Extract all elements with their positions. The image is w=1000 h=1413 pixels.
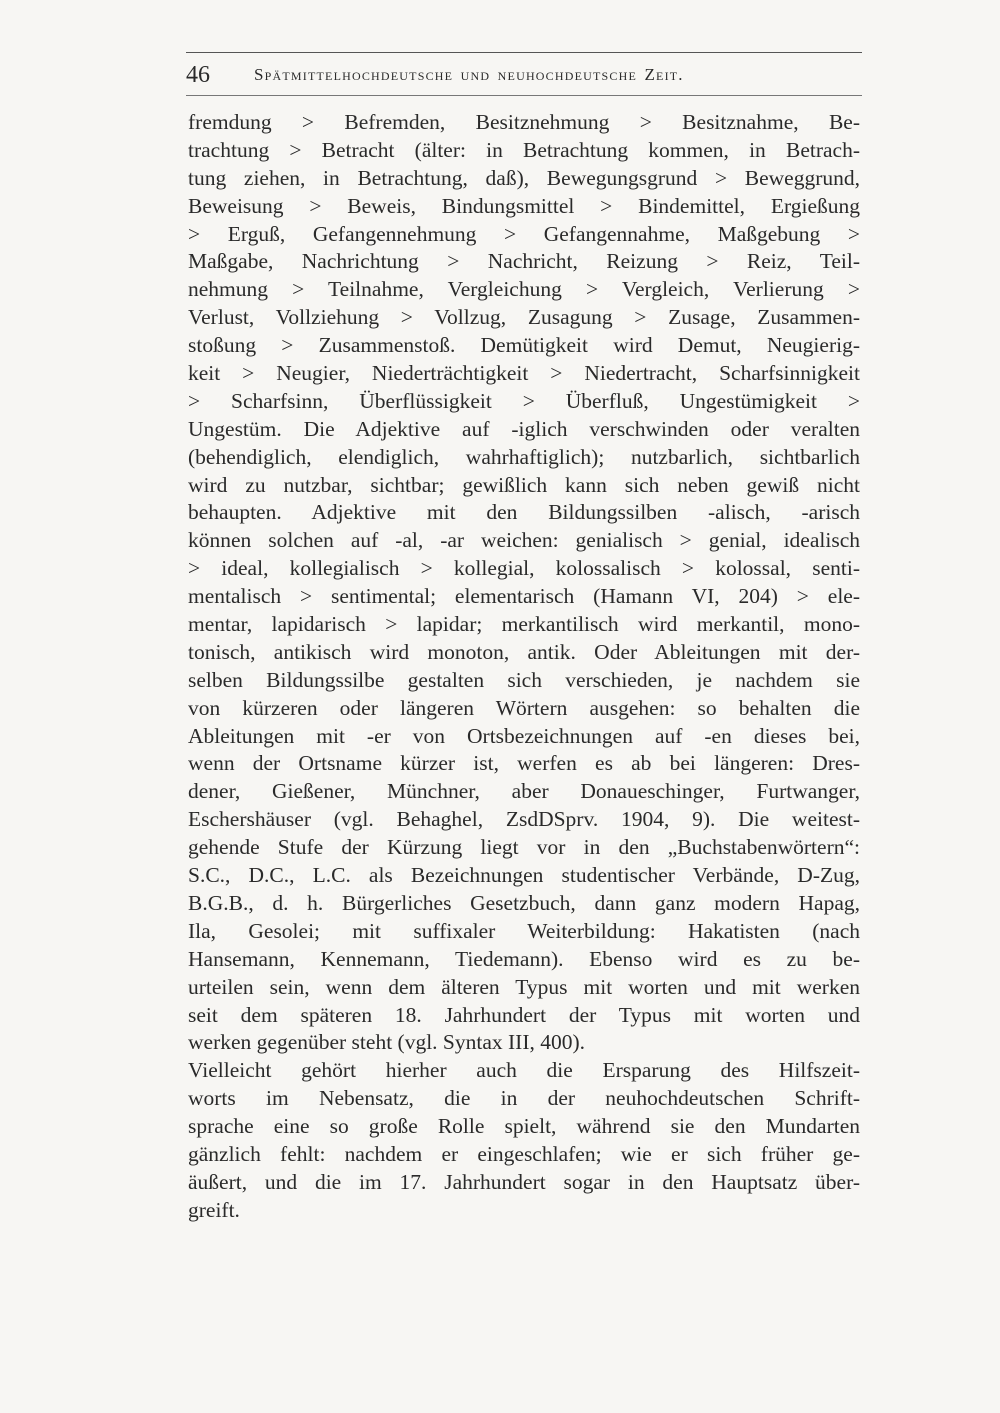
text-line: tonisch, antikisch wird monoton, antik. Oder Ableitungen mit der- <box>188 639 860 664</box>
text-line: (behendiglich, elendiglich, wahrhaftiglich); nutzbarlich, sichtbarlich <box>188 444 860 469</box>
page-number: 46 <box>186 62 210 88</box>
text-line: worts im Nebensatz, die in der neuhochdeutschen Schrift- <box>188 1086 860 1111</box>
text-line: mentalisch > sentimental; elementarisch (Hamann VI, 204) > ele- <box>188 584 860 609</box>
text-line: Hansemann, Kennemann, Tiedemann). Ebenso wird es zu be- <box>188 946 860 971</box>
text-line: gänzlich fehlt: nachdem er eingeschlafen; wie er sich früher ge- <box>188 1141 860 1166</box>
text-line: Verlust, Vollziehung > Vollzug, Zusagung > Zusage, Zusammen- <box>188 305 860 330</box>
text-line: Beweisung > Beweis, Bindungsmittel > Bindemittel, Ergießung <box>188 193 860 218</box>
running-title: Spätmittelhochdeutsche und neuhochdeutsche Zeit. <box>254 65 684 84</box>
text-line: trachtung > Betracht (älter: in Betrachtung kommen, in Betrach- <box>188 137 860 162</box>
text-line: dener, Gießener, Münchner, aber Donaueschinger, Furtwanger, <box>188 779 860 804</box>
text-line: Maßgabe, Nachrichtung > Nachricht, Reizung > Reiz, Teil- <box>188 249 860 274</box>
text-line: Ila, Gesolei; mit suffixaler Weiterbildung: Hakatisten (nach <box>188 918 860 943</box>
text-line: B.G.B., d. h. Bürgerliches Gesetzbuch, dann ganz modern Hapag, <box>188 890 860 915</box>
text-line: nehmung > Teilnahme, Vergleichung > Vergleich, Verlierung > <box>188 277 860 302</box>
text-line: Ungestüm. Die Adjektive auf -iglich verschwinden oder veralten <box>188 416 860 441</box>
text-line: > Erguß, Gefangennehmung > Gefangennahme, Maßgebung > <box>188 221 860 246</box>
text-line: wenn der Ortsname kürzer ist, werfen es ab bei längeren: Dres- <box>188 751 860 776</box>
text-line: äußert, und die im 17. Jahrhundert sogar in den Hauptsatz über- <box>188 1169 860 1194</box>
text-line: mentar, lapidarisch > lapidar; merkantilisch wird merkantil, mono- <box>188 612 860 637</box>
text-line: sprache eine so große Rolle spielt, während sie den Mundarten <box>188 1114 860 1139</box>
text-line: von kürzeren oder längeren Wörtern ausgehen: so behalten die <box>188 695 860 720</box>
text-line: wird zu nutzbar, sichtbar; gewißlich kann sich neben gewiß nicht <box>188 472 860 497</box>
text-line: greift. <box>188 1197 240 1222</box>
text-line: behaupten. Adjektive mit den Bildungssilben -alisch, -arisch <box>188 500 860 525</box>
top-rule <box>186 52 862 53</box>
text-line: Ableitungen mit -er von Ortsbezeichnungen auf -en dieses bei, <box>188 723 860 748</box>
text-line: urteilen sein, wenn dem älteren Typus mit worten und mit werken <box>188 974 860 999</box>
text-line: können solchen auf -al, -ar weichen: genialisch > genial, idealisch <box>188 528 860 553</box>
text-line: gehende Stufe der Kürzung liegt vor in den „Buchstabenwörtern“: <box>188 835 860 860</box>
text-line: S.C., D.C., L.C. als Bezeichnungen studentischer Verbände, D-Zug, <box>188 863 860 888</box>
text-line: selben Bildungssilbe gestalten sich verschieden, je nachdem sie <box>188 667 860 692</box>
text-line: > ideal, kollegialisch > kollegial, kolossalisch > kolossal, senti- <box>188 556 860 581</box>
body-text <box>188 109 860 1225</box>
text-line: tung ziehen, in Betrachtung, daß), Bewegungsgrund > Beweggrund, <box>188 165 860 190</box>
text-line: keit > Neugier, Niederträchtigkeit > Niedertracht, Scharfsinnigkeit <box>188 361 860 386</box>
text-line: Vielleicht gehört hierher auch die Ersparung des Hilfszeit- <box>188 1058 860 1083</box>
text-line: > Scharfsinn, Überflüssigkeit > Überfluß, Ungestümigkeit > <box>188 388 860 413</box>
page-header <box>186 58 862 92</box>
text-line: Eschershäuser (vgl. Behaghel, ZsdDSprv. 1904, 9). Die weitest- <box>188 807 860 832</box>
text-line: fremdung > Befremden, Besitznehmung > Besitznahme, Be- <box>188 110 860 134</box>
text-line: stoßung > Zusammenstoß. Demütigkeit wird Demut, Neugierig- <box>188 333 860 358</box>
text-line: werken gegenüber steht (vgl. Syntax III, 400). <box>188 1030 586 1055</box>
header-rule <box>186 95 862 96</box>
text-line: seit dem späteren 18. Jahrhundert der Typus mit worten und <box>188 1002 860 1027</box>
